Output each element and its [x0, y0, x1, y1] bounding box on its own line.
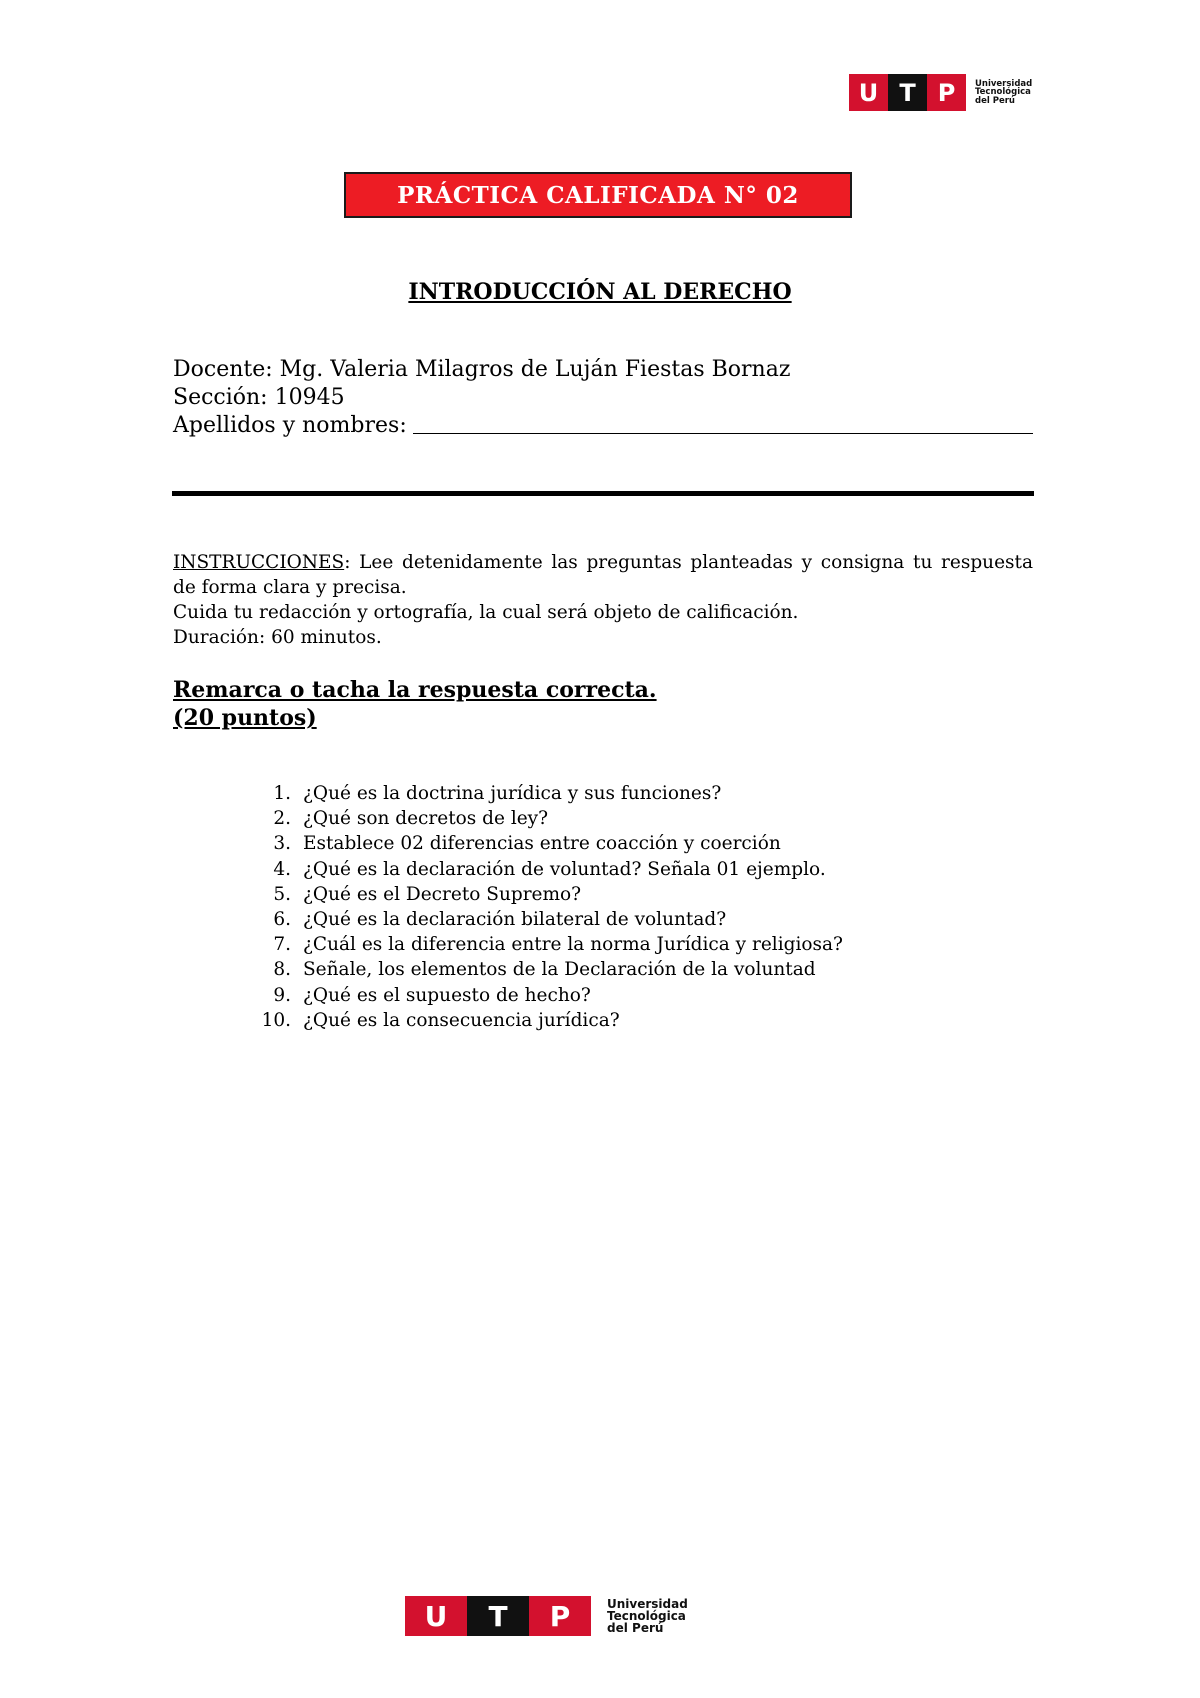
logo-letter-blocks	[849, 74, 966, 111]
question-number: 6.	[273, 909, 291, 931]
question-text: ¿Qué es la consecuencia jurídica?	[303, 1009, 620, 1031]
question-text: ¿Qué es la doctrina jurídica y sus funciones?	[303, 783, 722, 804]
question-number: 2.	[273, 808, 291, 830]
question-text: ¿Qué es el supuesto de hecho?	[303, 984, 591, 1006]
logo-letter-t: T	[467, 1596, 529, 1636]
question-text: Señale, los elementos de la Declaración de la voluntad	[303, 959, 816, 981]
question-number: 5.	[273, 883, 291, 905]
question-number: 3.	[273, 833, 291, 855]
instructions-block	[173, 550, 1033, 650]
question-number: 10.	[261, 1009, 291, 1031]
logo-wordmark: Universidad Tecnológica del Perú	[607, 1597, 688, 1635]
question-number: 7.	[273, 934, 291, 956]
question-item	[250, 882, 843, 907]
question-item	[250, 781, 843, 806]
utp-logo-footer	[405, 1596, 688, 1636]
question-number: 1.	[273, 783, 291, 804]
question-item	[250, 907, 843, 932]
question-item	[250, 932, 843, 957]
question-item	[250, 831, 843, 856]
question-item	[250, 957, 843, 982]
logo-letter-u: U	[849, 74, 888, 111]
instructions-line-3: Duración: 60 minutos.	[173, 627, 382, 648]
section-divider	[172, 491, 1034, 496]
teacher-line: Docente: Mg. Valeria Milagros de Luján Fiestas Bornaz	[173, 357, 791, 382]
course-name: INTRODUCCIÓN AL DERECHO	[408, 279, 792, 305]
question-text: ¿Qué es el Decreto Supremo?	[303, 883, 582, 905]
logo-letter-p: P	[927, 74, 966, 111]
exam-title: PRÁCTICA CALIFICADA N° 02	[344, 172, 852, 218]
question-text: ¿Qué son decretos de ley?	[303, 808, 549, 830]
section-line: Sección: 10945	[173, 385, 345, 410]
name-line	[173, 412, 1033, 440]
question-number: 9.	[273, 984, 291, 1006]
question-item	[250, 1008, 843, 1033]
question-number: 8.	[273, 959, 291, 981]
question-text: ¿Cuál es la diferencia entre la norma Jurídica y religiosa?	[303, 934, 843, 956]
question-text: Establece 02 diferencias entre coacción y coerción	[303, 833, 781, 855]
name-blank-field[interactable]	[413, 412, 1033, 434]
question-item	[250, 806, 843, 831]
logo-letter-t: T	[888, 74, 927, 111]
instructions-label: INSTRUCCIONES	[173, 552, 345, 573]
exam-meta	[173, 356, 1033, 440]
instructions-paragraph	[173, 550, 1033, 600]
task-heading-line-1: Remarca o tacha la respuesta correcta.	[173, 677, 657, 703]
logo-letter-blocks	[405, 1596, 591, 1636]
question-text: ¿Qué es la declaración de voluntad? Señala 01 ejemplo.	[303, 858, 826, 880]
task-heading	[173, 676, 657, 732]
name-label: Apellidos y nombres:	[173, 413, 407, 438]
questions-list	[250, 781, 843, 1033]
task-heading-line-2: (20 puntos)	[173, 705, 317, 731]
logo-wordmark: Universidad Tecnológica del Perú	[975, 78, 1033, 106]
instructions-line-2: Cuida tu redacción y ortografía, la cual será objeto de calificación.	[173, 602, 799, 623]
question-text: ¿Qué es la declaración bilateral de voluntad?	[303, 909, 727, 931]
logo-letter-u: U	[405, 1596, 467, 1636]
question-item	[250, 857, 843, 882]
utp-logo-header	[849, 74, 1032, 111]
logo-letter-p: P	[529, 1596, 591, 1636]
instructions-text: : Lee detenidamente las preguntas planteadas y consigna tu respuesta de forma clara y precisa.	[173, 552, 1033, 598]
question-number: 4.	[273, 858, 291, 880]
question-item	[250, 983, 843, 1008]
